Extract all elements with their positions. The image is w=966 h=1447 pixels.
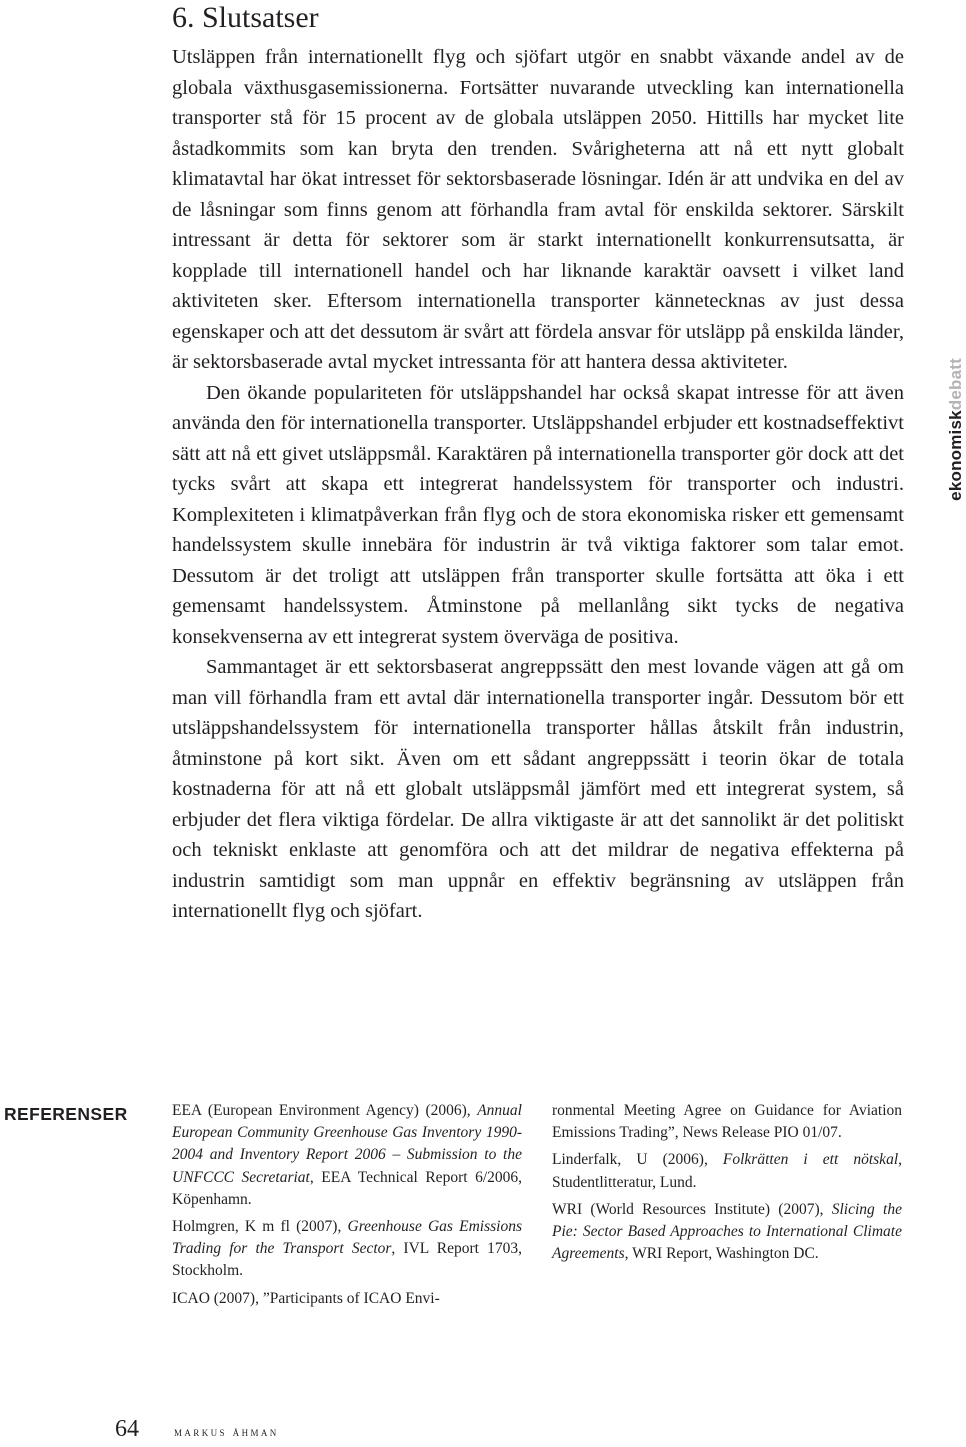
reference-title-text: Greenhouse Gas Emissions Trading for the Transport Sector [172,1218,523,1258]
reference-text: , EEA Technical Report 6/2006, Köpenhamn. [172,1168,523,1208]
reference-text: Linderfalk, U (2006), [552,1151,723,1169]
reference-entry [172,1216,522,1283]
section-heading: 6. Slutsatser [172,1,319,34]
reference-entry [552,1199,902,1266]
reference-entry [552,1100,902,1144]
references-column-right [552,1100,902,1270]
paragraph: Utsläppen från internationellt flyg och sjöfart utgör en snabbt växande andel av de globala växthusgasemissionerna. Fortsätter nuvarande utveckling kan internationella transporter stå för 15 procent av de globala utsläppen 2050. Hittills har mycket lite åstadkommits som kan bryta den trenden. Svårigheterna att nå ett nytt globalt klimatavtal har ökat intresset för sektorsbaserade lösningar. Idén är att undvika en del av de låsningar som finns genom att förhandla fram avtal för enskilda sektorer. Särskilt intressant är detta för sektorer som är starkt internationellt konkurrensutsatta, är kopplade till internationell handel och har liknande karaktär oavsett i vilket land aktiviteten sker. Eftersom internationella transporter kännetecknas av just dessa egenskaper och att det dessutom är svårt att fördela ansvar för utsläpp på enskilda länder, är sektorsbaserade avtal mycket intressanta för att hantera dessa aktiviteter. [172,46,904,373]
reference-entry [552,1149,902,1193]
reference-title-text: Folkrätten i ett nötskal [722,1151,899,1169]
reference-entry [172,1100,522,1211]
reference-text: , Studentlitteratur, Lund. [552,1151,902,1191]
reference-text: EEA (European Environment Agency) (2006), [172,1102,478,1119]
journal-name-part2: debatt [946,358,965,411]
reference-text: Holmgren, K m fl (2007), [172,1218,348,1236]
reference-text: ICAO (2007), ”Participants of ICAO Envi- [172,1289,440,1307]
reference-text: WRI (World Resources Institute) (2007), [552,1200,832,1218]
journal-name-label [946,358,966,501]
paragraph: Den ökande populariteten för utsläppshandel har också skapat intresse för att även använda den för internationella transporter. Utsläppshandel erbjuder ett kostnadseffektivt sätt att nå ett givet utsläppsmål. Karaktären på internationella transporter gör dock att det tycks svårt att skapa ett integrerat handelssystem för transporter och industri. Komplexiteten i klimatpåverkan från flyg och de stora ekonomiska risker ett gemensamt handelssystem skulle innebära för industrin är två viktiga faktorer som talar emot. Dessutom är det troligt att utsläppen från transporter skulle fortsätta att öka i ett gemensamt handelssystem. Åtminstone på mellanlång sikt tycks de negativa konsekvenserna av ett integrerat system överväga de positiva. [172,381,904,648]
reference-entry [172,1288,522,1310]
body-text [172,42,904,927]
references-title: REFERENSER [4,1104,128,1124]
author-name: markus åhman [174,1424,279,1439]
reference-title-text: Annual European Community Greenhouse Gas Inventory 1990-2004 and Inventory Report 2006 – Submission to the UNFCCC Secretariat [172,1102,522,1186]
reference-text: ronmental Meeting Agree on Guidance for Aviation Emissions Trading”, News Release PIO 01/07. [552,1102,902,1142]
paragraph: Sammantaget är ett sektorsbaserat angreppssätt den mest lovande vägen att gå om man vill förhandla fram ett avtal där internationella transporter ingår. Dessutom bör ett utsläppshandelssystem för internationella transporter hållas åtskilt från industrin, åtminstone på kort sikt. Även om ett sådant angreppssätt i teorin ökar de totala kostnaderna för att nå ett globalt utsläppsmål jämfört med ett integrerat system, så erbjuder det flera viktiga fördelar. De allra viktigaste är att det sannolikt är det politiskt och tekniskt enklaste att genomföra och att det mildrar de negativa effekterna på industrin samtidigt som man uppnår en effektiv begränsning av utsläppen från internationellt flyg och sjöfart. [172,656,904,922]
references-column-left [172,1100,522,1315]
reference-text: , IVL Report 1703, Stockholm. [172,1240,522,1280]
page-number: 64 [115,1416,139,1442]
journal-name-part1: ekonomisk [946,410,965,501]
reference-title-text: Slicing the Pie: Sector Based Approaches to International Climate Agreements [552,1200,902,1263]
reference-text: , WRI Report, Washington DC. [624,1245,819,1263]
